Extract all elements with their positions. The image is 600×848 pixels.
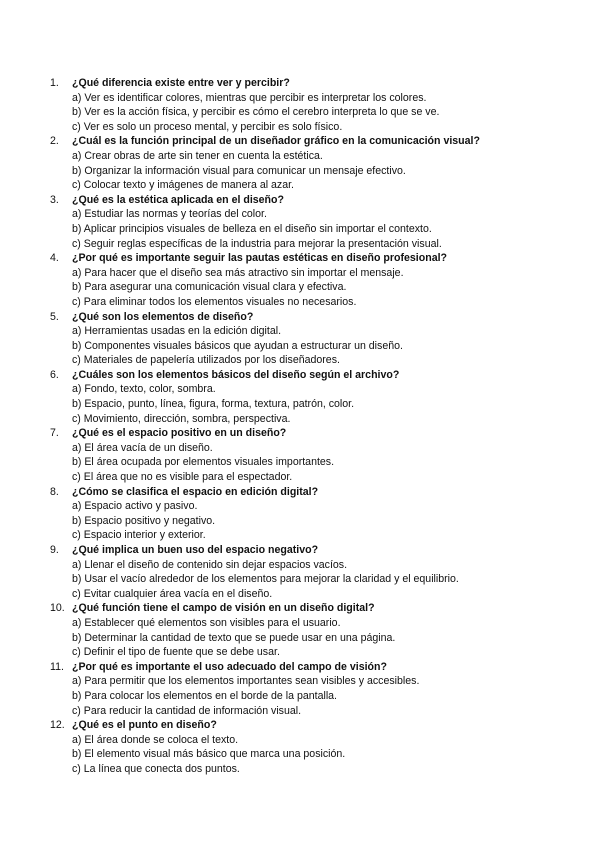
question-number: 11.: [50, 660, 64, 673]
question-number: 3.: [50, 193, 59, 206]
question-number: 9.: [50, 544, 59, 556]
question-item: [50, 251, 600, 309]
question-text: ¿Por qué es importante seguir las pautas estéticas en diseño profesional?: [72, 252, 448, 265]
question-text: ¿Qué implica un buen uso del espacio negativo?: [72, 544, 319, 556]
question-number: 12.: [50, 719, 65, 732]
question-item: [50, 76, 600, 134]
question-text: ¿Qué es el punto en diseño?: [72, 719, 217, 732]
answer-option: a) Espacio activo y pasivo.: [72, 500, 198, 513]
question-number: 1.: [50, 77, 59, 89]
answer-option: b) Ver es la acción física, y percibir es cómo el cerebro interpreta lo que se ve.: [72, 106, 440, 119]
answer-option: a) Ver es identificar colores, mientras que percibir es interpretar los colores.: [72, 91, 427, 104]
answer-option: c) Materiales de papelería utilizados por los diseñadores.: [72, 354, 340, 367]
question-text: ¿Qué es la estética aplicada en el diseño?: [72, 193, 284, 206]
answer-option: c) Espacio interior y exterior.: [72, 529, 206, 542]
question-item: [50, 310, 600, 368]
question-item: [50, 193, 600, 251]
answer-option: c) Seguir reglas específicas de la industria para mejorar la presentación visual.: [72, 237, 442, 250]
question-text: ¿Qué son los elementos de diseño?: [72, 310, 254, 323]
answer-option: b) Determinar la cantidad de texto que se puede usar en una página.: [72, 631, 396, 644]
answer-option: a) Para permitir que los elementos importantes sean visibles y accesibles.: [72, 675, 420, 688]
question-heading: [50, 193, 600, 208]
answer-option: b) Espacio, punto, línea, figura, forma, textura, patrón, color.: [72, 398, 355, 411]
answer-option: c) Para reducir la cantidad de información visual.: [72, 704, 302, 717]
question-item: [50, 660, 600, 718]
answer-option: a) Llenar el diseño de contenido sin dejar espacios vacíos.: [72, 558, 348, 571]
question-heading: [50, 251, 600, 266]
answer-option: a) Estudiar las normas y teorías del color.: [72, 208, 267, 221]
answer-option: b) Aplicar principios visuales de belleza en el diseño sin importar el contexto.: [72, 222, 432, 235]
question-number: 5.: [50, 310, 59, 323]
question-number: 8.: [50, 485, 59, 498]
question-text: ¿Cómo se clasifica el espacio en edición digital?: [72, 485, 319, 498]
answer-option: a) Fondo, texto, color, sombra.: [72, 383, 216, 396]
answer-option: a) El área vacía de un diseño.: [72, 441, 213, 454]
question-number: 6.: [50, 368, 59, 381]
answer-option: c) Colocar texto y imágenes de manera al azar.: [72, 179, 294, 192]
answer-option: b) Espacio positivo y negativo.: [72, 514, 216, 527]
question-item: [50, 543, 600, 601]
answer-option: c) Ver es solo un proceso mental, y percibir es solo físico.: [72, 120, 343, 133]
question-number: 2.: [50, 135, 59, 148]
answer-option: b) Usar el vacío alrededor de los elementos para mejorar la claridad y el equilibrio.: [72, 573, 459, 586]
question-heading: [50, 543, 600, 558]
answer-option: a) Establecer qué elementos son visibles para el usuario.: [72, 616, 341, 629]
question-heading: [50, 310, 600, 325]
answer-option: b) Para colocar los elementos en el borde de la pantalla.: [72, 689, 338, 702]
answer-option: b) Organizar la información visual para comunicar un mensaje efectivo.: [72, 164, 406, 177]
question-list: [50, 76, 600, 777]
question-heading: [50, 485, 600, 500]
answer-option: c) La línea que conecta dos puntos.: [72, 762, 240, 775]
question-heading: [50, 134, 600, 149]
answer-option: a) Para hacer que el diseño sea más atractivo sin importar el mensaje.: [72, 266, 404, 279]
answer-option: b) Componentes visuales básicos que ayudan a estructurar un diseño.: [72, 339, 403, 352]
question-text: ¿Por qué es importante el uso adecuado del campo de visión?: [72, 660, 387, 673]
answer-option: c) Para eliminar todos los elementos visuales no necesarios.: [72, 295, 357, 308]
question-number: 10.: [50, 602, 65, 615]
answer-option: b) Para asegurar una comunicación visual clara y efectiva.: [72, 281, 347, 294]
question-text: ¿Qué es el espacio positivo en un diseño?: [72, 427, 287, 440]
question-item: [50, 426, 600, 484]
question-item: [50, 601, 600, 659]
answer-option: c) Evitar cualquier área vacía en el diseño.: [72, 587, 273, 600]
question-heading: [50, 660, 600, 675]
question-item: [50, 368, 600, 426]
answer-option: c) Definir el tipo de fuente que se debe usar.: [72, 646, 280, 659]
question-item: [50, 718, 600, 776]
question-heading: [50, 76, 600, 91]
question-text: ¿Cuál es la función principal de un diseñador gráfico en la comunicación visual?: [72, 135, 480, 148]
answer-option: a) Crear obras de arte sin tener en cuenta la estética.: [72, 149, 323, 162]
question-item: [50, 485, 600, 543]
question-item: [50, 134, 600, 192]
question-text: ¿Cuáles son los elementos básicos del diseño según el archivo?: [72, 368, 400, 381]
question-number: 4.: [50, 252, 59, 265]
answer-option: b) El elemento visual más básico que marca una posición.: [72, 748, 346, 761]
answer-option: c) El área que no es visible para el espectador.: [72, 471, 293, 484]
answer-option: c) Movimiento, dirección, sombra, perspectiva.: [72, 412, 291, 425]
question-number: 7.: [50, 427, 59, 440]
question-text: ¿Qué diferencia existe entre ver y percibir?: [72, 77, 290, 89]
question-text: ¿Qué función tiene el campo de visión en un diseño digital?: [72, 602, 375, 615]
answer-option: b) El área ocupada por elementos visuales importantes.: [72, 456, 335, 469]
answer-option: a) Herramientas usadas en la edición digital.: [72, 325, 282, 338]
question-heading: [50, 718, 600, 733]
question-heading: [50, 601, 600, 616]
answer-option: a) El área donde se coloca el texto.: [72, 733, 239, 746]
question-heading: [50, 426, 600, 441]
question-heading: [50, 368, 600, 383]
